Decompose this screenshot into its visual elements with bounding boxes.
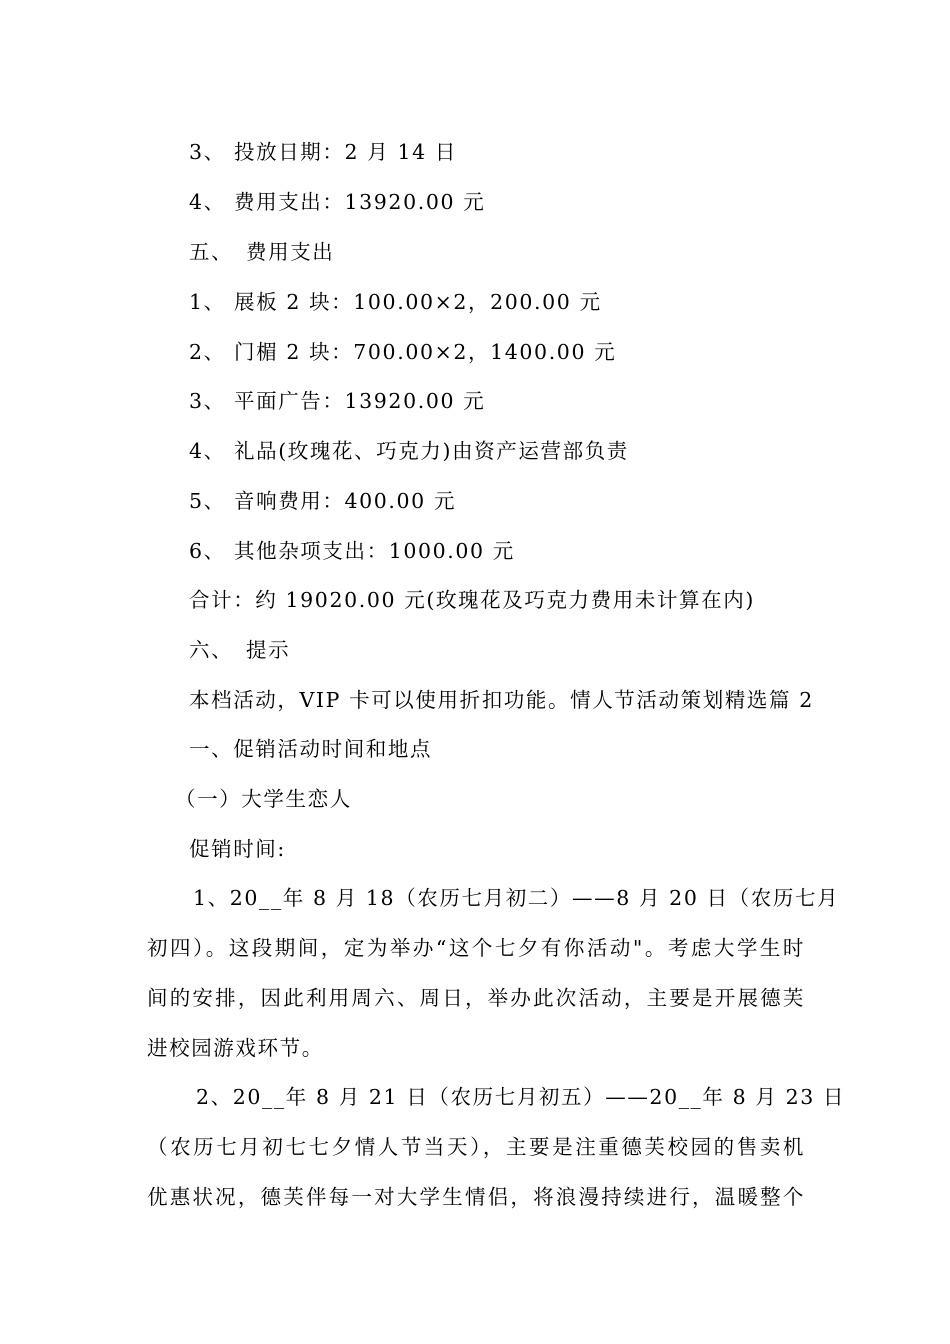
list-text: 投放日期：2 月 14 日 [234,140,457,164]
list-text: 展板 2 块：100.00×2，200.00 元 [234,290,602,314]
section-title: 提示 [246,638,291,662]
list-number: 5、 [189,489,226,513]
heading-promo-time-place: 一、促销活动时间和地点 [189,737,433,761]
list-number: 3、 [189,389,226,413]
list-number: 6、 [189,539,226,563]
section-number: 六、 [189,638,234,662]
vip-note: 本档活动，VIP 卡可以使用折扣功能。情人节活动策划精选篇 2 [189,688,814,712]
paragraph-text: 1、20__年 8 月 18（农历七月初二）——8 月 20 日（农历七月 [193,886,840,910]
list-text: 费用支出：13920.00 元 [234,190,486,214]
section-title: 费用支出 [246,240,335,264]
paragraph-text: 2、20__年 8 月 21 日（农历七月初五）——20__年 8 月 23 日 [196,1085,846,1109]
list-text: 门楣 2 块：700.00×2，1400.00 元 [234,340,617,364]
paragraph-text: 初四）。这段期间，定为举办“这个七夕有你活动"。考虑大学生时 [147,936,805,960]
paragraph-text: 进校园游戏环节。 [147,1036,324,1060]
section-number: 五、 [189,240,234,264]
total-text: 合计：约 19020.00 元(玫瑰花及巧克力费用未计算在内) [189,588,755,612]
list-number: 1、 [189,290,226,314]
list-number: 4、 [189,439,226,463]
list-number: 4、 [189,190,226,214]
paragraph-text: 优惠状况，德芙伴每一对大学生情侣，将浪漫持续进行，温暖整个 [147,1185,805,1209]
promo-time-label: 促销时间: [189,837,286,861]
list-number: 2、 [189,340,226,364]
list-text: 音响费用：400.00 元 [234,489,457,513]
list-text: 其他杂项支出：1000.00 元 [234,539,515,563]
paragraph-text: 间的安排，因此利用周六、周日，举办此次活动，主要是开展德芙 [147,986,805,1010]
list-number: 3、 [189,140,226,164]
list-text: 礼品(玫瑰花、巧克力)由资产运营部负责 [234,439,629,463]
paragraph-text: （农历七月初七七夕情人节当天），主要是注重德芙校园的售卖机 [147,1135,805,1159]
list-text: 平面广告：13920.00 元 [234,389,486,413]
subheading-college-couples: （一）大学生恋人 [175,787,352,811]
